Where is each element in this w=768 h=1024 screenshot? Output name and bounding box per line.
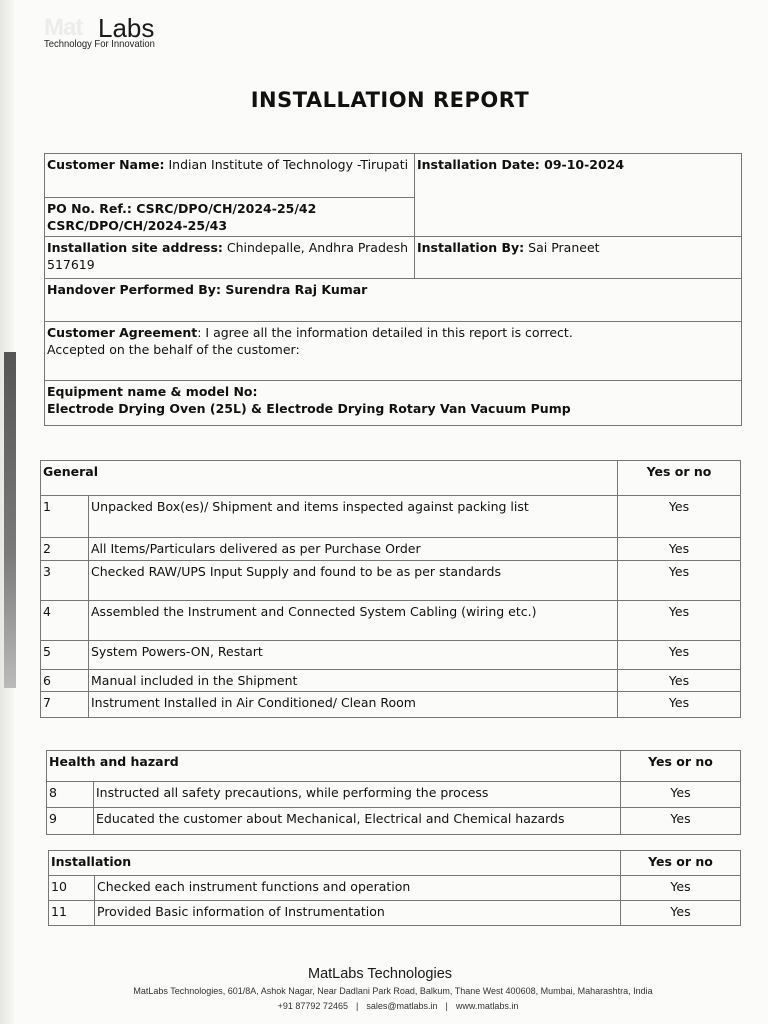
installation-date: Installation Date: 09-10-2024: [415, 154, 742, 237]
item-number: 11: [49, 901, 95, 926]
logo-labs-text: Labs: [98, 13, 155, 43]
item-answer: Yes: [618, 538, 741, 561]
customer-name-value: Indian Institute of Technology -Tirupati: [168, 157, 409, 172]
equipment-cell: [45, 381, 742, 426]
footer-website: www.matlabs.in: [455, 1001, 519, 1011]
health-yes-no-header: Yes or no: [621, 751, 741, 782]
general-yes-no-header: Yes or no: [618, 461, 741, 496]
equipment-label: Equipment name & model No:: [47, 384, 258, 399]
agreement-line-2: Accepted on the behalf of the customer:: [47, 342, 300, 357]
table-row: [49, 901, 741, 926]
table-row: [41, 601, 741, 641]
installed-by-value: Sai Praneet: [528, 240, 600, 255]
table-row: [49, 876, 741, 901]
po-value-2: CSRC/DPO/CH/2024-25/43: [47, 218, 228, 233]
table-row: [41, 496, 741, 538]
item-answer: Yes: [618, 641, 741, 670]
item-answer: Yes: [618, 561, 741, 601]
item-answer: Yes: [621, 901, 741, 926]
footer-separator: |: [355, 1001, 359, 1011]
health-header-row: [47, 751, 741, 782]
scan-edge-mark: [4, 352, 16, 688]
site-address-value-1: Chindepalle, Andhra Pradesh: [226, 240, 409, 255]
site-row: [45, 237, 742, 279]
po-label: PO No. Ref.:: [47, 201, 132, 216]
item-answer: Yes: [618, 601, 741, 641]
general-checklist-table: [40, 460, 741, 718]
item-text: Assembled the Instrument and Connected System Cabling (wiring etc.): [89, 601, 618, 641]
footer-company-name: MatLabs Technologies: [307, 966, 453, 982]
health-header: Health and hazard: [47, 751, 621, 782]
installation-table: [48, 850, 741, 926]
installation-header-row: [49, 851, 741, 876]
installation-yes-no-header: Yes or no: [621, 851, 741, 876]
item-number: 6: [41, 670, 89, 692]
agreement-row: [45, 322, 742, 381]
item-text: Checked RAW/UPS Input Supply and found to be as per standards: [89, 561, 618, 601]
table-row: [41, 692, 741, 718]
item-answer: Yes: [621, 782, 741, 808]
item-answer: Yes: [621, 876, 741, 901]
item-number: 8: [47, 782, 94, 808]
agreement-cell: [45, 322, 742, 381]
agreement-label: Customer Agreement: [47, 325, 198, 340]
table-row: [47, 782, 741, 808]
page-title: INSTALLATION REPORT: [250, 88, 530, 112]
item-text: Manual included in the Shipment: [89, 670, 618, 692]
item-number: 10: [49, 876, 95, 901]
footer-email: sales@matlabs.in: [366, 1001, 438, 1011]
handover-label: Handover Performed By:: [47, 282, 221, 297]
health-hazard-table: [46, 750, 741, 835]
general-header: General: [41, 461, 618, 496]
item-text: Instrument Installed in Air Conditioned/ Clean Room: [89, 692, 618, 718]
customer-name-label: Customer Name:: [47, 157, 165, 172]
item-text: All Items/Particulars delivered as per Purchase Order: [89, 538, 618, 561]
item-answer: Yes: [618, 670, 741, 692]
item-number: 3: [41, 561, 89, 601]
handover-row: [45, 279, 742, 322]
item-number: 5: [41, 641, 89, 670]
installation-header: Installation: [49, 851, 621, 876]
table-row: [41, 561, 741, 601]
item-text: Checked each instrument functions and operation: [95, 876, 621, 901]
company-logo: [44, 12, 204, 52]
item-answer: Yes: [618, 496, 741, 538]
table-row: [41, 670, 741, 692]
footer-contact: [0, 1001, 768, 1011]
item-number: 4: [41, 601, 89, 641]
footer-separator: |: [445, 1001, 448, 1011]
item-text: Unpacked Box(es)/ Shipment and items inspected against packing list: [89, 496, 618, 538]
footer-address: MatLabs Technologies, 601/8A, Ashok Nagar, Near Dadlani Park Road, Balkum, Thane West 400608, Mumbai, Maharashtra, India: [133, 986, 653, 996]
po-value-1: CSRC/DPO/CH/2024-25/42: [136, 201, 317, 216]
footer-phone: +91 87792 72465: [277, 1001, 348, 1011]
site-address-value-2: 517619: [47, 257, 95, 272]
item-number: 7: [41, 692, 89, 718]
po-cell: [45, 198, 415, 237]
item-text: Instructed all safety precautions, while performing the process: [94, 782, 621, 808]
installed-by-cell: [415, 237, 742, 279]
agreement-text: : I agree all the information detailed in this report is correct.: [197, 325, 573, 340]
customer-name-cell: [45, 154, 415, 198]
table-row: [41, 538, 741, 561]
customer-row: [45, 154, 742, 198]
installed-by-label: Installation By:: [417, 240, 525, 255]
site-address-cell: [45, 237, 415, 279]
handover-cell: [45, 279, 742, 322]
item-text: Educated the customer about Mechanical, Electrical and Chemical hazards: [94, 808, 621, 835]
logo-tagline: Technology For Innovation: [44, 38, 155, 50]
item-number: 1: [41, 496, 89, 538]
item-text: Provided Basic information of Instrumentation: [95, 901, 621, 926]
item-answer: Yes: [621, 808, 741, 835]
handover-value: Surendra Raj Kumar: [225, 282, 368, 297]
table-row: [41, 641, 741, 670]
site-address-label: Installation site address:: [47, 240, 223, 255]
general-header-row: [41, 461, 741, 496]
equipment-value: Electrode Drying Oven (25L) & Electrode Drying Rotary Van Vacuum Pump: [47, 401, 571, 416]
item-text: System Powers-ON, Restart: [89, 641, 618, 670]
item-number: 2: [41, 538, 89, 561]
item-answer: Yes: [618, 692, 741, 718]
logo-mat-text: Mat: [44, 14, 83, 41]
equipment-row: [45, 381, 742, 426]
table-row: [47, 808, 741, 835]
item-number: 9: [47, 808, 94, 835]
customer-info-table: [44, 153, 742, 426]
